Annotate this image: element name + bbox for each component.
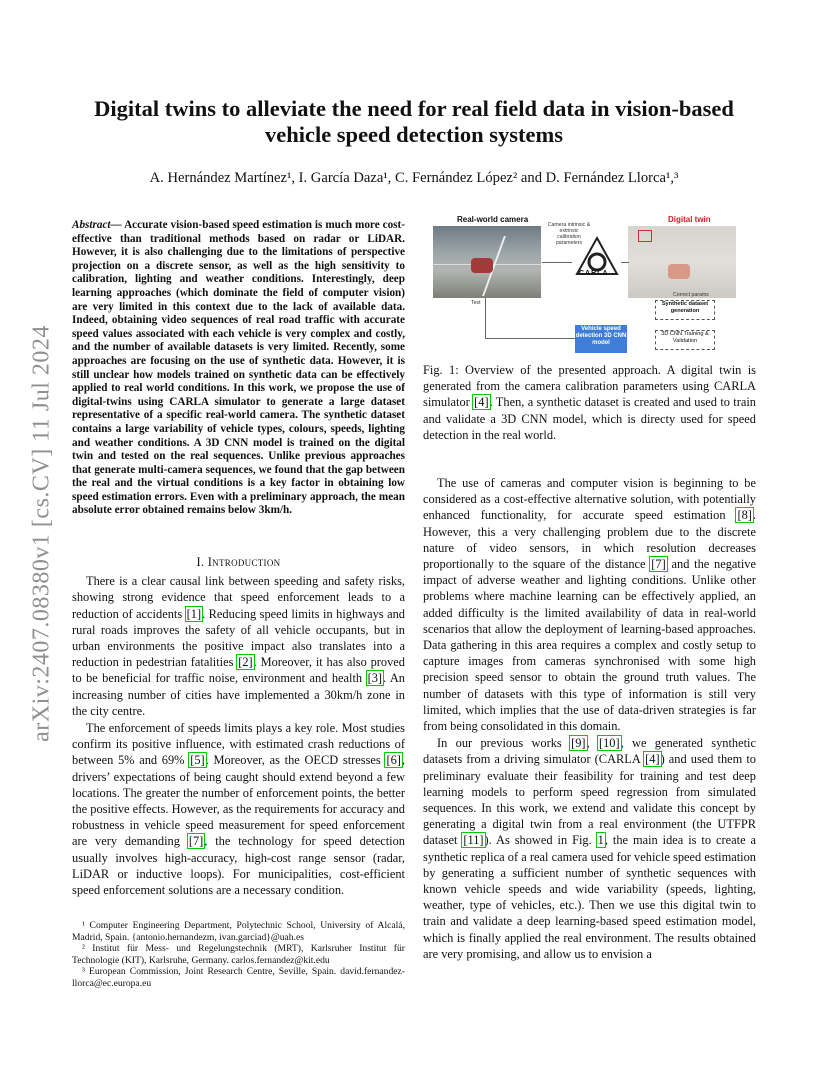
- right-column-text: [423, 475, 756, 962]
- right-paragraph-1: The use of cameras and computer vision is beginning to be considered as a cost-effective alternative solution, with potentially enhanced functionality, for accurate speed estimation [8]. However, this a very challenging problem due to the discrete nature of video sensors, in which resolution decreases proportionally to the square of the distance [7] and the negative impact of adverse weather and lighting conditions. Unlike other problems where machine learning can be effectively applied, an added difficulty is the limited availability of data in real-world scenarios that allow the deployment of learning-based approaches. Data gathering in this area requires a complex and costly setup to capture images from cameras synchronised with some high precision speed sensor to obtain the ground truth values. The number of datasets with this type of information is still very limited, which implies that the use of data-driven strategies is far from being consolidated in this domain.: [423, 476, 756, 734]
- footnote-3: ³ European Commission, Joint Research Centre, Seville, Spain. david.fernandez-llorca@ec.europa.eu: [72, 966, 405, 989]
- citation-link[interactable]: [10]: [598, 736, 620, 751]
- footnote-1: ¹ Computer Engineering Department, Polytechnic School, University of Alcalá, Madrid, Spain. {antonio.hernandezm, ivan.garciad}@uah.es: [72, 920, 405, 943]
- citation-link[interactable]: [8]: [737, 508, 752, 523]
- section-heading: I. Introduction: [196, 555, 281, 569]
- author-list: A. Hernández Martínez¹, I. García Daza¹, C. Fernández López² and D. Fernández Llorca¹,³: [149, 170, 679, 186]
- test-label: Test: [471, 300, 481, 306]
- synthetic-dataset-box: Synthetic dataset generation: [655, 300, 715, 320]
- digital-twin-image: [628, 226, 736, 298]
- footnote-2: ² Institut für Mess- und Regelungstechnik (MRT), Karlsruher Institut für Technologie (KIT), Karlsruhe, Germany. carlos.fernandez@kit.edu: [72, 943, 405, 966]
- citation-link[interactable]: [6]: [386, 753, 401, 768]
- abstract: [72, 219, 405, 518]
- introduction-section: [72, 548, 405, 898]
- footnotes: [72, 920, 405, 990]
- real-camera-label: Real-world camera: [457, 215, 529, 224]
- arxiv-sidebar-id: arXiv:2407.08380v1 [cs.CV] 11 Jul 2024: [28, 325, 55, 742]
- figure-1: [423, 212, 756, 357]
- citation-link[interactable]: [2]: [238, 655, 253, 670]
- citation-link[interactable]: [7]: [188, 834, 204, 849]
- figure-link[interactable]: 1: [597, 833, 604, 848]
- carla-label: CARLA: [579, 270, 609, 277]
- correct-params-label: Correct params: [673, 292, 709, 298]
- paper-title: Digital twins to alleviate the need for real field data in vision-based vehicle speed detection systems: [94, 96, 734, 147]
- cnn-training-box: 3D CNN Training & Validation: [655, 330, 715, 350]
- citation-link[interactable]: [7]: [651, 557, 666, 572]
- calibration-note: Camera intrinsic & extrinsic calibration parameters: [547, 222, 591, 246]
- citation-link[interactable]: [9]: [571, 736, 586, 751]
- citation-link[interactable]: [4]: [474, 395, 489, 410]
- intro-paragraph-2: The enforcement of speeds limits plays a key role. Most studies confirm its positive influence, with estimated crash reductions of between 5% and 69% [5]. Moreover, as the OECD stresses [6], drivers’ expectations of being caught should extend beyond a few locations. The greater the number of enforcement points, the better the positive effects. However, as the requirements for accuracy and robustness in vehicle speed measurement for speed enforcement are very demanding [7], the technology for speed detection usually involves high-accuracy, high-cost range sensor (radar, LiDAR or inductive loops). For municipalities, cost-efficient speed enforcement solutions are a necessary condition.: [72, 721, 406, 898]
- citation-link[interactable]: [4]: [645, 752, 660, 767]
- citation-link[interactable]: [11]: [463, 833, 484, 848]
- citation-link[interactable]: [1]: [186, 606, 202, 621]
- speed-detection-box: Vehicle speed detection 3D CNN model: [575, 325, 627, 353]
- citation-link[interactable]: [5]: [190, 753, 205, 768]
- real-camera-image: [433, 226, 541, 298]
- digital-twin-label: Digital twin: [668, 215, 711, 224]
- car-icon: [471, 258, 493, 273]
- figure-caption: Fig. 1: Overview of the presented approach. A digital twin is generated from the camera calibration parameters using CARLA simulator [4]. Then, a synthetic dataset is created and used to train and validate a 3D CNN model, which is directy used for speed detection in the real world.: [423, 363, 756, 442]
- abstract-text: Accurate vision-based speed estimation is much more cost-effective than traditional methods based on radar or LiDAR. However, it is also challenging due to the limitations of perspective projection on a discrete sensor, as well as the high sensitivity to calibration, lighting and weather conditions. Interestingly, deep learning approaches (which dominate the field of computer vision) are very limited in this context due to the lack of available data. Indeed, obtaining video sequences of real road traffic with accurate speed values associated with each vehicle is very complex and costly, and the number of available datasets is very limited. Recently, some approaches are focusing on the use of synthetic data. However, it is still unclear how models trained on synthetic data can be effectively applied to real world conditions. In this work, we propose the use of digital-twins using CARLA simulator to generate a large dataset representative of a specific real-world camera. The synthetic dataset contains a large variability of vehicle types, colours, speeds, lighting and weather conditions. A 3D CNN model is trained on the digital twin and tested on the real sequences. Unlike previous approaches that generate multi-camera sequences, we found that the gap between the real and the virtual conditions is a key factor in obtaining low speed estimation errors. Even with a preliminary approach, the mean absolute error obtained remains below 3km/h.: [72, 219, 405, 517]
- citation-link[interactable]: [3]: [367, 671, 383, 686]
- abstract-label: Abstract—: [72, 219, 122, 231]
- intro-paragraph-1: There is a clear causal link between speeding and safety risks, showing strong evidence that speed enforcement leads to a reduction of accidents [1]. Reducing speed limits in highways and rural roads improves the safety of all vehicle occupants, but in urban environments the positive impact also translates into a reduction in pedestrian fatalities [2]. Moreover, it has also proved to be beneficial for traffic noise, environment and health [3]. An increasing number of cities have implemented a 30km/h zone in the city centre.: [72, 574, 405, 718]
- right-paragraph-2: In our previous works [9], [10], we generated synthetic datasets from a driving simulator (CARLA [4]) and used them to preliminary evaluate their feasibility for training and test deep learning models to perform speed regression from simulated sequences. In this work, we extend and validate this concept by generating a digital twin from a real environment (the UTFPR dataset [11]). As showed in Fig. 1, the main idea is to create a synthetic replica of a real camera used for vehicle speed estimation by generating a sufficient number of synthetic sequences with known vehicle speeds and wide variability (speeds, lighting, weather, type of vehicles, etc.). Then we use this digital twin to train and validate a deep learning-based speed estimation model, which is finally applied the real environment. The results obtained are very promising, and allow us to envision a: [423, 736, 756, 961]
- car-icon: [668, 264, 690, 279]
